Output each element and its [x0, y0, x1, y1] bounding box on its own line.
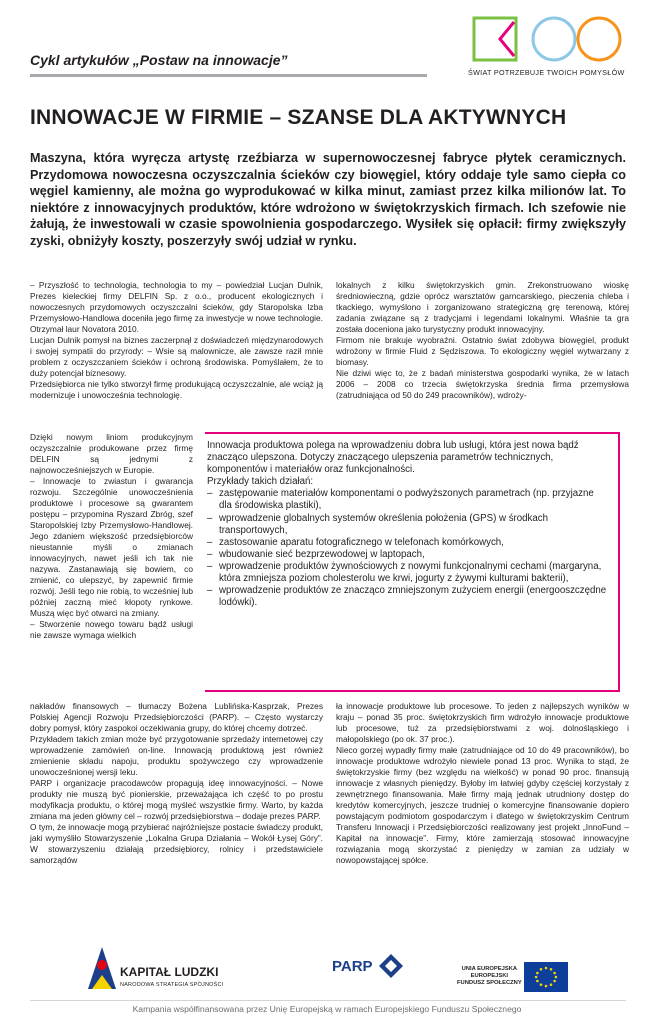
eu-label: UNIA EUROPEJSKA EUROPEJSKI FUNDUSZ SPOŁECZNY — [457, 966, 522, 986]
series-title: Cykl artykułów „Postaw na innowacje” — [30, 52, 288, 68]
paragraph: PARP i organizacje pracodawców propagują ideę innowacyjności. – Nowe produkty nie muszą być pionierskie, przeważająca ich część to po prostu modyfikacja produktu, o której mogą myśleć wszystkie firmy. Warto, by każda zmiana ma jeden główny cel – rozwój przedsiębiorstwa – dodaje prezes PARP. — [30, 778, 323, 821]
cofinance-note: Kampania współfinansowana przez Unię Europejską w ramach Europejskiego Funduszu Społecznego — [132, 1004, 522, 1014]
list-item: – wprowadzenie globalnych systemów określenia położenia (GPS) w środkach transportowych, — [207, 513, 607, 537]
paragraph: Przedsiębiorca nie tylko stworzył firmę produkującą oczyszczalnie, ale wciąż ją modernizuje i unowocześnia technologię. — [30, 379, 323, 400]
paragraph: – Przyszłość to technologia, technologia to my – powiedział Lucjan Dulnik, Prezes kieleckiej firmy DELFIN Sp. z o.o., producent ekologicznych i nowoczesnych przydomowych oczyszczalni ścieków, gdy Staropolska Izba Przemysłowo-Handlowa doceniła jego firmę za inwestycje w nowe technologie. Otrzymał laur Novatora 2010. — [30, 280, 323, 334]
column-left-narrow — [30, 432, 193, 641]
kapital-ludzki-emblem-icon — [86, 945, 118, 993]
list-item: – zastępowanie materiałów komponentami o podwyższonych parametrach (np. przyjazne dla środowiska plastiki), — [207, 488, 607, 512]
paragraph: – Stworzenie nowego towaru bądź usługi nie zawsze wymaga wielkich — [30, 619, 193, 640]
parp-logo: PARP — [332, 958, 373, 975]
paragraph: Dzięki nowym liniom produkcyjnym oczyszczalnie produkowane przez firmę DELFIN są jednymi z najnowocześniejszych w Europie. — [30, 432, 193, 475]
eu-flag-icon — [524, 962, 568, 992]
paragraph: ła innowacje produktowe lub procesowe. To jeden z najlepszych wyników w kraju – ponad 35 proc. świętokrzyskich firm wdrożyło innowacje produktowe lub procesowe, tuż za przedsiębiorstwami z woj. dolnośląskiego i małopolskiego (po ok. 37 proc.). — [336, 701, 629, 744]
paragraph: Firmom nie brakuje wyobraźni. Ostatnio świat zdobywa biowęgiel, produkt wdrożony w firmie Fluid z Sędziszowa. To ekologiczny węgiel wytwarzany z biomasy. — [336, 335, 629, 367]
column-left-top — [30, 280, 323, 401]
footer-rule — [30, 1000, 626, 1001]
info-box-heading: Przykłady takich działań: — [207, 476, 314, 488]
info-box-list — [207, 488, 607, 609]
kapital-ludzki-name: KAPITAŁ LUDZKI — [120, 965, 219, 979]
kapital-ludzki-subtitle: NARODOWA STRATEGIA SPÓJNOŚCI — [120, 982, 224, 988]
paragraph: Nieco gorzej wypadły firmy małe (zatrudniające od 10 do 49 pracowników), bo innowacje produktowe wdrożyło niewiele ponad 13 proc. Wynika to stąd, że świętokrzyskie firmy (bez względu na wielkość) w ponad 90 proc. finansują innowacje z własnych pieniędzy. Byłoby im łatwiej gdyby częściej korzystały z zewnętrznego finansowania. Małe firmy mają jednak utrudniony dostęp do kredytów komercyjnych, jeszcze trudniej o komercyjne finansowanie dopiero powstającym podmiotom gospodarczym i dlatego w świętokrzyskim Centrum Transferu Innowacji i Przedsiębiorczości realizowany jest projekt „InnoFund – Kapitał na innowacje”. Firmy, które zamierzają stosować innowacyjne rozwiązania mogą skorzystać z pieniędzy w zamian za udziały w nowopowstającej spółce. — [336, 745, 629, 865]
paragraph: – Innowacje to zwiastun i gwarancja rozwoju. Szczególnie unowocześnienia produktowe i procesowe są gwarantem postępu – przypomina Ryszard Zbróg, szef Staropolskiej Izby Przemysłowo-Handlowej. Jego zdaniem większość przedsiębiorców nieustannie myśli o zmianach innowacyjnych, nawet jeśli ich tak nie nazywa. Zastanawiają się bowiem, co zmienić, co ulepszyć, by zapewnić firmie rozwój. Jeśli tego nie robią, to wcześniej lub później zaczną mieć kłopoty rynkowe. Muszą więc być otwarci na zmiany. — [30, 476, 193, 618]
logo-tagline: ŚWIAT POTRZEBUJE TWOICH POMYSŁÓW — [468, 68, 625, 77]
paragraph: nakładów finansowych – tłumaczy Bożena Lublińska-Kasprzak, Prezes Polskiej Agencji Rozwoju Przedsiębiorczości (PARP). – Często wystarczy dobry pomysł, który zaspokoi oczekiwania grupy, do której chcemy dotrzeć. — [30, 701, 323, 733]
column-right-top — [336, 280, 629, 401]
paragraph: O tym, że innowacje mogą przybierać najróżniejsze postacie świadczy produkt, jaki wymyśliło Stowarzyszenie „Lokalna Grupa Działania – Wokół Łysej Góry”. W stowarzyszeniu działają przedsiębiorcy, rolnicy i przedstawiciele samorządów — [30, 822, 323, 865]
list-item: – zastosowanie aparatu fotograficznego w telefonach komórkowych, — [207, 537, 607, 549]
header-rule — [30, 74, 427, 77]
column-left-bottom — [30, 701, 323, 866]
column-right-bottom — [336, 701, 629, 866]
paragraph: Nie dziwi więc to, że z badań ministerstwa gospodarki wynika, że w latach 2006 – 2008 co trzecia świętokrzyska średnia firma przemysłowa (zatrudniająca od 50 do 249 pracowników), wdroży- — [336, 368, 629, 400]
article-lead: Maszyna, która wyręcza artystę rzeźbiarza w supernowoczesnej fabryce płytek ceramicznych. Przydomowa nowoczesna oczyszczalnia ścieków czy biowęgiel, który oddaje tyle samo ciepła co węgiel kamienny, ale można go wyprodukować w kilka minut, zamiast przez kilka milionów lat. To niektóre z innowacyjnych produktów, które wdrożono w świętokrzyskich firmach. Ich szefowie nie żałują, że inwestowali w czasie spowolnienia gospodarczego. Wysiłek się opłacił: firmy zwiększyły zyski, obniżyły koszty, poszerzyły swój udział w rynku. — [30, 151, 626, 248]
list-item: – wbudowanie sieć bezprzewodowej w laptopach, — [207, 549, 607, 561]
paragraph: lokalnych z kilku świętokrzyskich gmin. Zrekonstruowano wioskę średniowieczną, gdzie oprócz warsztatów garncarskiego, pieczenia chleba i tkackiego, wymyślono i zorganizowano strategiczną grę terenową, której zadania związane są z tradycjami i legendami lokalnymi. Właśnie ta gra została doceniona jako turystyczny produkt innowacyjny. — [336, 280, 629, 334]
paragraph: Przykładem takich zmian może być przygotowanie sprzedaży internetowej czy wprowadzenie zamówień on-line. Innowacją produktową jest również zmienienie składu napoju, produktu spożywczego czy wprowadzenie unowocześnionej wersji leku. — [30, 734, 323, 777]
info-box-intro: Innowacja produktowa polega na wprowadzeniu dobra lub usługi, która jest nowa bądź znacząco ulepszona. Dotyczy znaczącego ulepszenia parametrów technicznych, komponentów i materiałów oraz funkcjonalności. — [207, 440, 579, 476]
list-item: – wprowadzenie produktów ze znacząco zmniejszonym zużyciem energii (energooszczędne lodówki). — [207, 585, 607, 609]
parp-mark-icon — [378, 953, 404, 979]
info-box — [207, 440, 607, 609]
paragraph: Lucjan Dulnik pomysł na biznes zaczerpnął z doświadczeń międzynarodowych i swojej sympatii do przyrody: – Wsie są malownicze, ale zawsze raził mnie problem z oczyszczaniem ścieków i ochroną środowiska. Pomyślałem, że to duży potencjał biznesowy. — [30, 335, 323, 378]
article-title: INNOWACJE W FIRMIE – SZANSE DLA AKTYWNYCH — [30, 106, 567, 129]
list-item: – wprowadzenie produktów żywnościowych z nowymi funkcjonalnymi cechami (margaryna, która zmniejsza poziom cholesterolu we krwi, jogurty z żywymi kulturami bakterii), — [207, 561, 607, 585]
